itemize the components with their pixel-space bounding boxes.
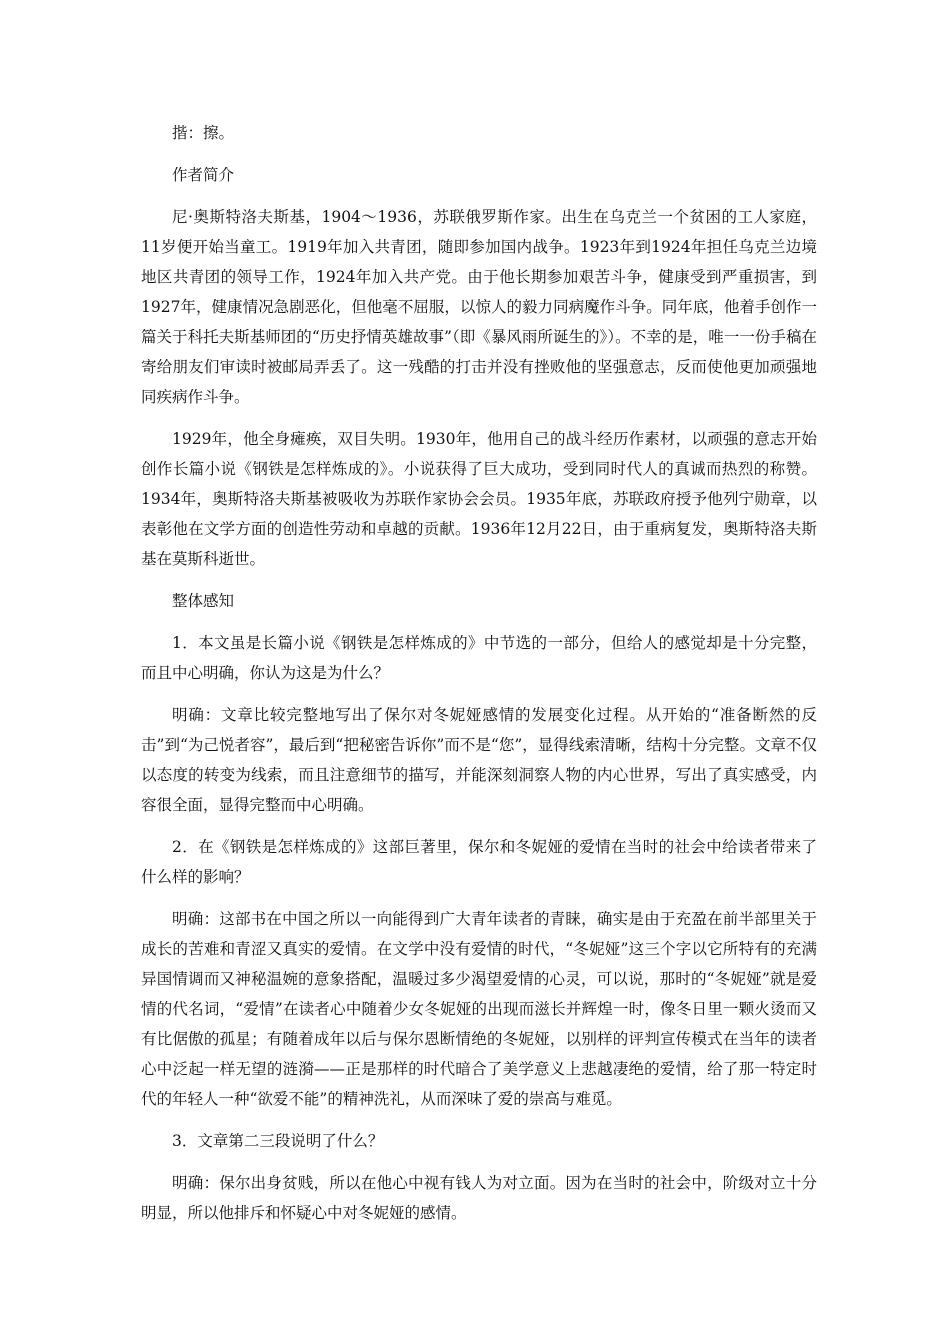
question-3: 3．文章第二三段说明了什么？ bbox=[172, 1132, 384, 1150]
heading-author-intro: 作者简介 bbox=[172, 166, 235, 184]
paragraph-author-bio-1: 尼·奥斯特洛夫斯基，1904～1936，苏联俄罗斯作家。出生在乌克兰一个贫困的工人家庭，11岁便开始当童工。1919年加入共青团，随即参加国内战争。1923年到1924年担任乌克兰边境地区共青团的领导工作，1924年加入共产党。由于他长期参加艰苦斗争，健康受到严重损害，到1927年，健康情况急剧恶化，但他毫不屈服，以惊人的毅力同病魔作斗争。同年底，他着手创作一篇关于科托夫斯基师团的“历史抒情英雄故事”（即《暴风雨所诞生的》）。不幸的是，唯一一份手稿在寄给朋友们审读时被邮局弄丢了。这一残酷的打击并没有挫败他的坚强意志，反而使他更加顽强地同疾病作斗争。 bbox=[141, 208, 817, 406]
question-1: 1．本文虽是长篇小说《钢铁是怎样炼成的》中节选的一部分，但给人的感觉却是十分完整，而且中心明确，你认为这是为什么？ bbox=[141, 634, 817, 682]
paragraph-author-bio-2: 1929年，他全身瘫痪，双目失明。1930年，他用自己的战斗经历作素材，以顽强的意志开始创作长篇小说《钢铁是怎样炼成的》。小说获得了巨大成功，受到同时代人的真诚而热烈的称赞。1934年，奥斯特洛夫斯基被吸收为苏联作家协会会员。1935年底，苏联政府授予他列宁勋章，以表彰他在文学方面的创造性劳动和卓越的贡献。1936年12月22日，由于重病复发，奥斯特洛夫斯基在莫斯科逝世。 bbox=[141, 430, 817, 568]
answer-3: 明确：保尔出身贫贱，所以在他心中视有钱人为对立面。因为在当时的社会中，阶级对立十分明显，所以他排斥和怀疑心中对冬妮娅的感情。 bbox=[141, 1174, 817, 1222]
question-2: 2．在《钢铁是怎样炼成的》这部巨著里，保尔和冬妮娅的爱情在当时的社会中给读者带来了什么样的影响？ bbox=[141, 838, 817, 886]
answer-1: 明确：文章比较完整地写出了保尔对冬妮娅感情的发展变化过程。从开始的“准备断然的反击”到“为己悦者容”，最后到“把秘密告诉你”而不是“您”，显得线索清晰，结构十分完整。文章不仅以态度的转变为线索，而且注意细节的描写，并能深刻洞察人物的内心世界，写出了真实感受，内容很全面，显得完整而中心明确。 bbox=[141, 706, 817, 814]
answer-2: 明确：这部书在中国之所以一向能得到广大青年读者的青睐，确实是由于充盈在前半部里关于成长的苦难和青涩又真实的爱情。在文学中没有爱情的时代，“冬妮娅”这三个字以它所特有的充满异国情调而又神秘温婉的意象搭配，温暖过多少渴望爱情的心灵，可以说，那时的“冬妮娅”就是爱情的代名词，“爱情”在读者心中随着少女冬妮娅的出现而滋长并辉煌一时，像冬日里一颗火烫而又有比倨傲的孤星；有随着成年以后与保尔恩断情绝的冬妮娅，以别样的评判宣传模式在当年的读者心中泛起一样无望的涟漪——正是那样的时代暗合了美学意义上悲越凄绝的爱情，给了那一特定时代的年轻人一种“欲爱不能”的精神洗礼，从而深味了爱的崇高与难觅。 bbox=[141, 910, 817, 1108]
paragraph-gloss: 揩：擦。 bbox=[172, 124, 235, 142]
heading-overall-perception: 整体感知 bbox=[172, 592, 235, 610]
